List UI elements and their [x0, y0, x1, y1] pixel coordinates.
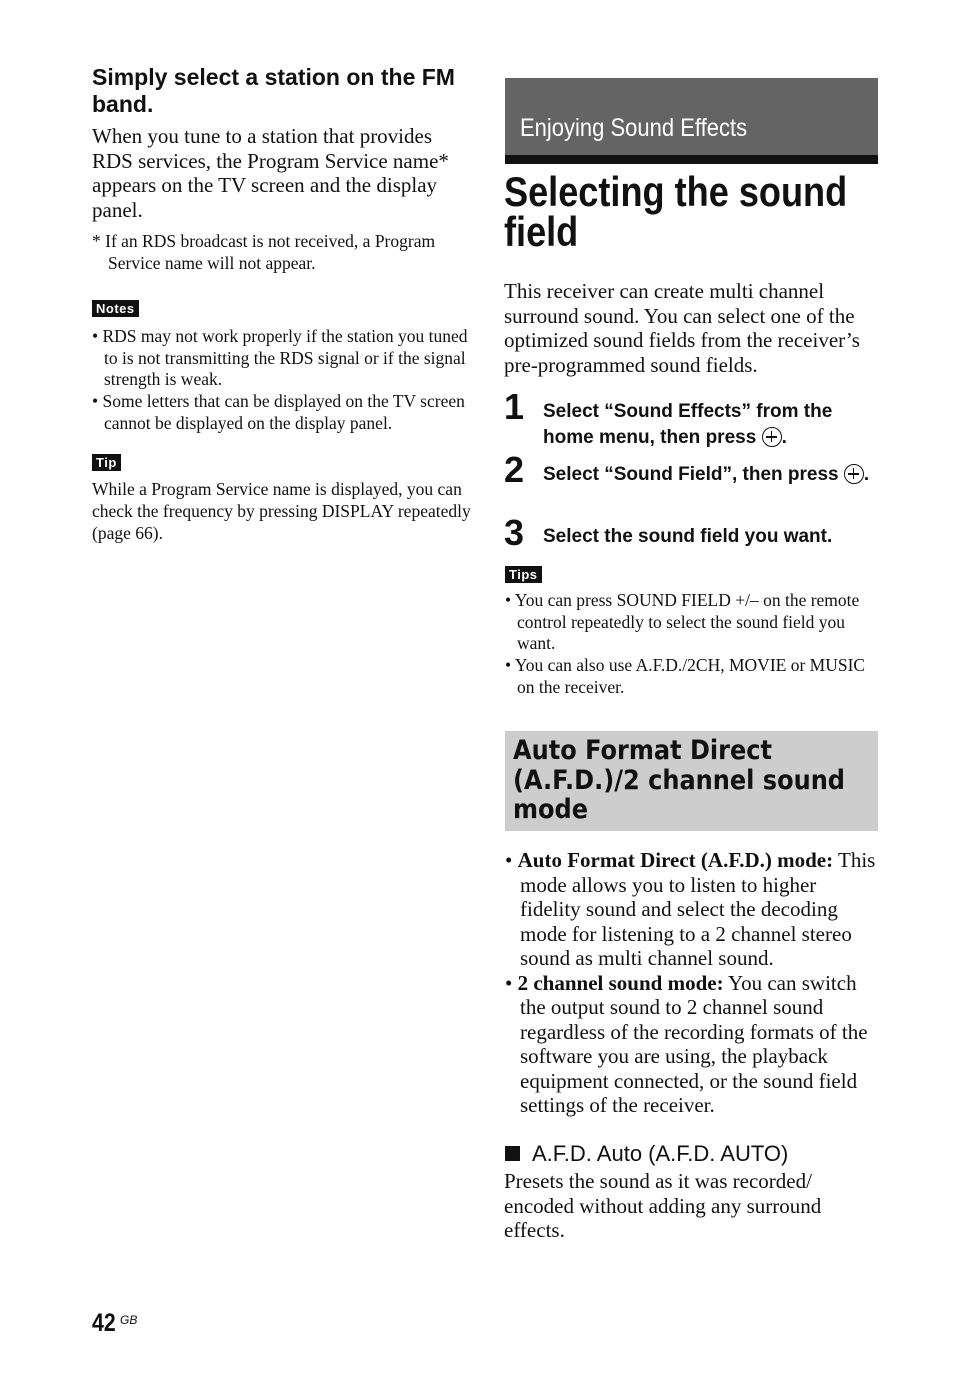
tip-item: • You can press SOUND FIELD +/– on the remote control repeatedly to select the sound field you want. — [505, 590, 860, 654]
note-item: • Some letters that can be displayed on the TV screen cannot be displayed on the display panel. — [92, 391, 465, 433]
afd-item-term: 2 channel sound mode: — [517, 970, 724, 995]
notes-label: Notes — [92, 300, 139, 317]
intro-text: This receiver can create multi channel surround sound. You can select one of the optimized sound fields from the receiver’s pre-programmed sound fields. — [504, 279, 860, 377]
step-3-text: Select the sound field you want. — [543, 526, 833, 547]
tips-block — [505, 566, 542, 584]
page-region-suffix: GB — [120, 1313, 138, 1327]
tip-block — [92, 454, 472, 544]
page-number: 42 — [92, 1309, 116, 1337]
enter-button-icon — [762, 427, 782, 447]
step-number: 1 — [504, 386, 525, 427]
fm-station-heading: Simply select a station on the FM band. — [92, 64, 455, 117]
notes-list — [92, 326, 472, 435]
bullet: • — [505, 848, 518, 872]
afd-auto-body: Presets the sound as it was recorded/ encoded without adding any surround effects. — [504, 1169, 822, 1242]
afd-item-desc: This mode allows you to listen to higher fidelity sound and select the decoding mode for listening to a 2 channel stereo sound as multi channel sound. — [520, 848, 876, 970]
enter-button-icon — [844, 464, 864, 484]
step-1-text — [543, 399, 873, 451]
step-number: 3 — [504, 512, 525, 553]
note-item: • RDS may not work properly if the station you tuned to is not transmitting the RDS signal or if the signal strength is weak. — [92, 326, 468, 390]
step-2-text — [543, 462, 873, 488]
afd-item-desc: You can switch the output sound to 2 channel sound regardless of the recording formats of the software you are using, the playback equipment connected, or the sound field settings of the receiver. — [520, 970, 868, 1117]
notes-block — [92, 300, 472, 435]
tip-item: • You can also use A.F.D./2CH, MOVIE or MUSIC on the receiver. — [505, 655, 866, 697]
afd-auto-title: A.F.D. Auto (A.F.D. AUTO) — [532, 1141, 789, 1166]
step-1-suffix: . — [781, 427, 787, 448]
afd-item — [505, 971, 877, 1118]
afd-heading: Auto Format Direct (A.F.D.)/2 channel sound mode — [513, 735, 845, 825]
rds-footnote: * If an RDS broadcast is not received, a Program Service name will not appear. — [92, 231, 436, 273]
fm-station-body: When you tune to a station that provides RDS services, the Program Service name* appears on the TV screen and the display panel. — [92, 124, 449, 222]
left-column — [92, 64, 472, 544]
afd-item — [505, 848, 877, 971]
square-bullet-icon — [505, 1146, 520, 1161]
step-number: 2 — [504, 449, 525, 490]
bullet: • — [505, 970, 518, 995]
afd-item-term: Auto Format Direct (A.F.D.) mode: — [517, 848, 834, 872]
afd-auto-heading — [505, 1141, 788, 1167]
section-banner-rule — [505, 155, 878, 164]
tip-text: While a Program Service name is displayed, you can check the frequency by pressing DISPLAY repeatedly (page 66). — [92, 478, 471, 543]
step-2-suffix: . — [863, 464, 870, 485]
step-2-label: Select “Sound Field”, then press — [543, 464, 839, 485]
tips-list — [505, 590, 875, 699]
afd-list — [505, 848, 877, 1118]
section-title: Enjoying Sound Effects — [520, 114, 748, 142]
tips-label: Tips — [505, 566, 542, 583]
page-title: Selecting the sound field — [504, 168, 848, 255]
tip-label: Tip — [92, 454, 121, 471]
step-1-label: Select “Sound Effects” from the home menu, then press — [543, 401, 833, 448]
